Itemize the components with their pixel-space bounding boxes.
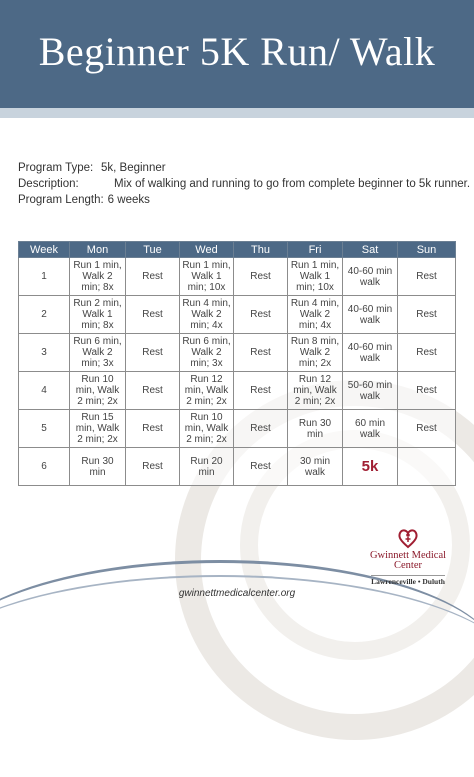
header-divider bbox=[0, 108, 474, 118]
sun-cell: Rest bbox=[398, 410, 456, 448]
mon-cell: Run 1 min, Walk 2 min; 8x bbox=[70, 258, 126, 296]
description-row bbox=[18, 176, 471, 192]
table-row bbox=[19, 296, 456, 334]
mon-cell: Run 30 min bbox=[70, 448, 126, 486]
program-info bbox=[18, 160, 471, 208]
sat-cell: 50-60 min walk bbox=[343, 372, 398, 410]
sat-cell: 60 min walk bbox=[343, 410, 398, 448]
tue-cell: Rest bbox=[126, 372, 180, 410]
week-cell: 3 bbox=[19, 334, 70, 372]
col-header-wed: Wed bbox=[180, 242, 234, 258]
decorative-swoosh-light bbox=[0, 575, 474, 777]
program-length-row bbox=[18, 192, 150, 208]
week-cell: 2 bbox=[19, 296, 70, 334]
sat-cell: 40-60 min walk bbox=[343, 334, 398, 372]
program-length-label: Program Length: bbox=[18, 194, 104, 206]
wed-cell: Run 20 min bbox=[180, 448, 234, 486]
mon-cell: Run 2 min, Walk 1 min; 8x bbox=[70, 296, 126, 334]
sun-cell: Rest bbox=[398, 296, 456, 334]
heart-person-icon bbox=[397, 527, 419, 549]
wed-cell: Run 10 min, Walk 2 min; 2x bbox=[180, 410, 234, 448]
logo-locations: Lawrenceville • Duluth bbox=[371, 577, 445, 586]
header-banner bbox=[0, 0, 474, 108]
program-type-label: Program Type: bbox=[18, 162, 94, 174]
sat-cell: 40-60 min walk bbox=[343, 296, 398, 334]
mon-cell: Run 10 min, Walk 2 min; 2x bbox=[70, 372, 126, 410]
table-header-row bbox=[19, 242, 456, 258]
logo-organization-name: Gwinnett Medical Center bbox=[369, 550, 447, 571]
thu-cell: Rest bbox=[234, 334, 288, 372]
wed-cell: Run 4 min, Walk 2 min; 4x bbox=[180, 296, 234, 334]
wed-cell: Run 1 min, Walk 1 min; 10x bbox=[180, 258, 234, 296]
fri-cell: Run 8 min, Walk 2 min; 2x bbox=[288, 334, 343, 372]
tue-cell: Rest bbox=[126, 296, 180, 334]
wed-cell: Run 6 min, Walk 2 min; 3x bbox=[180, 334, 234, 372]
sun-cell: Rest bbox=[398, 334, 456, 372]
race-day-5k-cell: 5k bbox=[343, 448, 398, 486]
mon-cell: Run 6 min, Walk 2 min; 3x bbox=[70, 334, 126, 372]
sun-cell: Rest bbox=[398, 372, 456, 410]
week-cell: 6 bbox=[19, 448, 70, 486]
tue-cell: Rest bbox=[126, 334, 180, 372]
thu-cell: Rest bbox=[234, 410, 288, 448]
description-value: Mix of walking and running to go from complete beginner to 5k runner. bbox=[114, 178, 471, 190]
fri-cell: Run 1 min, Walk 1 min; 10x bbox=[288, 258, 343, 296]
col-header-sat: Sat bbox=[343, 242, 398, 258]
col-header-mon: Mon bbox=[70, 242, 126, 258]
col-header-thu: Thu bbox=[234, 242, 288, 258]
fri-cell: Run 4 min, Walk 2 min; 4x bbox=[288, 296, 343, 334]
wed-cell: Run 12 min, Walk 2 min; 2x bbox=[180, 372, 234, 410]
program-type-row bbox=[18, 160, 166, 176]
table-row bbox=[19, 372, 456, 410]
mon-cell: Run 15 min, Walk 2 min; 2x bbox=[70, 410, 126, 448]
sun-cell bbox=[398, 448, 456, 486]
table-row bbox=[19, 258, 456, 296]
col-header-week: Week bbox=[19, 242, 70, 258]
table-row bbox=[19, 334, 456, 372]
description-label: Description: bbox=[18, 178, 79, 190]
tue-cell: Rest bbox=[126, 448, 180, 486]
fri-cell: Run 12 min, Walk 2 min; 2x bbox=[288, 372, 343, 410]
week-cell: 1 bbox=[19, 258, 70, 296]
training-schedule-table bbox=[18, 241, 456, 486]
fri-cell: 30 min walk bbox=[288, 448, 343, 486]
gwinnett-logo bbox=[362, 527, 454, 589]
fri-cell: Run 30 min bbox=[288, 410, 343, 448]
sat-cell: 40-60 min walk bbox=[343, 258, 398, 296]
program-length-value: 6 weeks bbox=[107, 194, 150, 206]
col-header-sun: Sun bbox=[398, 242, 456, 258]
week-cell: 5 bbox=[19, 410, 70, 448]
thu-cell: Rest bbox=[234, 258, 288, 296]
table-row bbox=[19, 448, 456, 486]
program-type-value: 5k, Beginner bbox=[101, 162, 166, 174]
thu-cell: Rest bbox=[234, 448, 288, 486]
tue-cell: Rest bbox=[126, 410, 180, 448]
tue-cell: Rest bbox=[126, 258, 180, 296]
thu-cell: Rest bbox=[234, 296, 288, 334]
footer-website-url: gwinnettmedicalcenter.org bbox=[178, 588, 296, 599]
thu-cell: Rest bbox=[234, 372, 288, 410]
col-header-tue: Tue bbox=[126, 242, 180, 258]
col-header-fri: Fri bbox=[288, 242, 343, 258]
sun-cell: Rest bbox=[398, 258, 456, 296]
page-title: Beginner 5K Run/ Walk bbox=[38, 29, 436, 74]
table-row bbox=[19, 410, 456, 448]
week-cell: 4 bbox=[19, 372, 70, 410]
